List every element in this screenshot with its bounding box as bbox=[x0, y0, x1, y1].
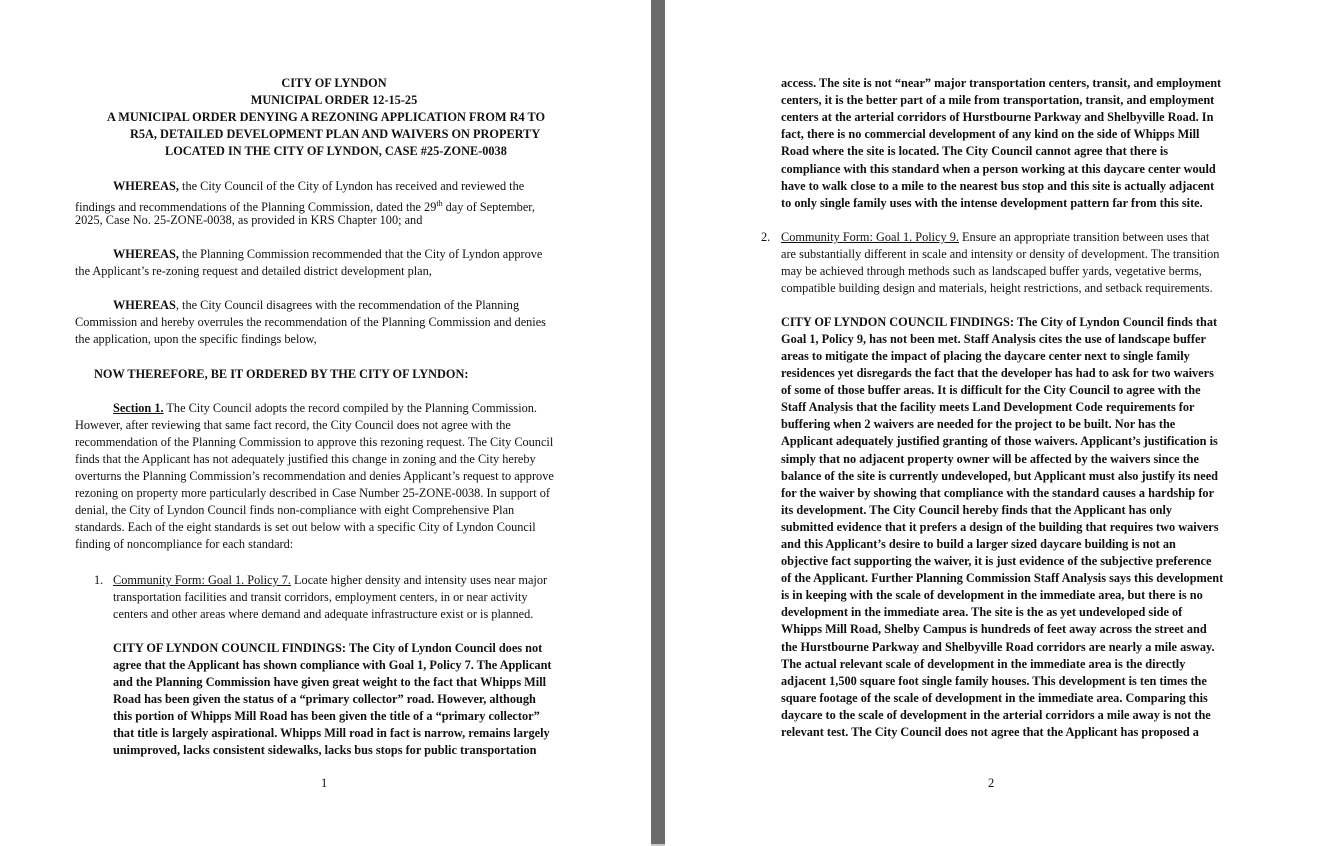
findings-2-line: adjacent 1,500 square foot single family houses. This development is ten times the bbox=[781, 674, 1207, 688]
findings-2-line: simply that no adjacent property owner will be affected by the waivers since the bbox=[781, 452, 1199, 466]
findings-2-line: Staff Analysis that the facility meets Land Development Code requirements for bbox=[781, 400, 1195, 414]
findings-1-line: agree that the Applicant has shown compliance with Goal 1, Policy 7. The Applicant bbox=[113, 658, 552, 672]
item-2-line-1 bbox=[781, 229, 1209, 246]
findings-1-line-1 bbox=[113, 640, 542, 657]
section-text: The City Council adopts the record compiled by the Planning Commission. bbox=[163, 401, 537, 415]
page-gutter bbox=[651, 0, 665, 846]
findings-2-line: its development. The City Council hereby finds that the Applicant has only bbox=[781, 503, 1173, 517]
item-2-policy-link: Community Form: Goal 1. Policy 9. bbox=[781, 230, 959, 244]
findings-2-line: development in the immediate area. The site is the as yet undeveloped side of bbox=[781, 605, 1183, 619]
whereas-1-line-1 bbox=[113, 178, 524, 195]
findings-2-line: submitted evidence that it prefers a design of the building that requires two waivers bbox=[781, 520, 1219, 534]
continued-line: have to walk close to a mile to the nearest bus stop and this site is actually adjacent bbox=[781, 179, 1215, 193]
whereas-label: WHEREAS, bbox=[113, 247, 179, 261]
continued-line: access. The site is not “near” major transportation centers, transit, and employment bbox=[781, 76, 1222, 90]
findings-2-line: balance of the site is currently undeveloped, but Applicant must also justify its need bbox=[781, 469, 1219, 483]
header-city: CITY OF LYNDON bbox=[281, 76, 387, 90]
whereas-text: day of September, bbox=[442, 200, 535, 215]
findings-label: CITY OF LYNDON COUNCIL FINDINGS: bbox=[781, 315, 1014, 329]
findings-1-line: this portion of Whipps Mill Road has been given the title of a “primary collector” bbox=[113, 709, 540, 723]
findings-2-line: areas to mitigate the impact of placing the daycare center next to single family bbox=[781, 349, 1190, 363]
continued-line: centers at the arterial corridors of Hurstbourne Parkway and Shelbyville Road. In bbox=[781, 110, 1214, 124]
section-1-line: finds that the Applicant has not adequately justified this change in zoning and the City hereby bbox=[75, 452, 536, 466]
whereas-label: WHEREAS, bbox=[113, 179, 179, 193]
whereas-3-line-1 bbox=[113, 297, 519, 314]
findings-1-line: that title is largely aspirational. Whipps Mill road in fact is narrow, remains largely bbox=[113, 726, 550, 740]
section-1-line: standards. Each of the eight standards is set out below with a specific City of Lyndon Council bbox=[75, 520, 536, 534]
item-text: Locate higher density and intensity uses near major bbox=[290, 573, 548, 587]
findings-2-line: Applicant adequately justified granting of those waivers. Applicant’s justification is bbox=[781, 434, 1218, 448]
item-1-line-2: transportation facilities and transit corridors, employment centers, in or near activity bbox=[113, 590, 528, 604]
continued-line: centers, it is the better part of a mile from transportation, transit, and employment bbox=[781, 93, 1215, 107]
continued-line: compliance with this standard when a person working at this daycare center would bbox=[781, 162, 1216, 176]
whereas-3-line-3: the application, upon the specific findings below, bbox=[75, 332, 317, 346]
item-text: Ensure an appropriate transition between uses that bbox=[958, 230, 1210, 244]
whereas-1-line-3: 2025, Case No. 25-ZONE-0038, as provided in KRS Chapter 100; and bbox=[75, 213, 423, 227]
whereas-2-line-1 bbox=[113, 246, 542, 263]
header-order-number: MUNICIPAL ORDER 12-15-25 bbox=[250, 93, 418, 107]
item-1-line-1 bbox=[113, 572, 547, 589]
header-title-line-3: LOCATED IN THE CITY OF LYNDON, CASE #25-ZONE-0038 bbox=[165, 144, 507, 158]
findings-2-line: objective fact supporting the waiver, it is just evidence of the subjective preference bbox=[781, 554, 1212, 568]
findings-2-line: of the Applicant. Further Planning Commission Staff Analysis says this development bbox=[781, 571, 1224, 585]
findings-1-line: Road has been given the status of a “primary collector” road. However, although bbox=[113, 692, 536, 706]
continued-line: fact, there is no commercial development of any kind on the side of Whipps Mill bbox=[781, 127, 1200, 141]
whereas-text: findings and recommendations of the Planning Commission, dated the 29 bbox=[75, 200, 437, 215]
findings-2-line: the Hurstbourne Parkway and Shelbyville Road corridors are nearly a mile asway. bbox=[781, 640, 1215, 654]
page-number: 1 bbox=[321, 776, 328, 790]
findings-2-line-1 bbox=[781, 314, 1217, 331]
findings-text: The City of Lyndon Council does not bbox=[346, 641, 543, 655]
item-2-number: 2. bbox=[761, 230, 771, 244]
section-1-line: recommendation of the Planning Commission to approve this rezoning request. The City Council bbox=[75, 435, 554, 449]
item-1-policy-link: Community Form: Goal 1. Policy 7. bbox=[113, 573, 291, 587]
whereas-label: WHEREAS bbox=[113, 298, 176, 312]
document-page-1 bbox=[0, 0, 651, 846]
findings-text: The City of Lyndon Council finds that bbox=[1014, 315, 1218, 329]
whereas-2-line-2: the Applicant’s re-zoning request and detailed district development plan, bbox=[75, 264, 432, 278]
findings-label: CITY OF LYNDON COUNCIL FINDINGS: bbox=[113, 641, 346, 655]
continued-line: to only single family uses with the intense development pattern far from this site. bbox=[781, 196, 1203, 210]
continued-line: Road where the site is located. The City Council cannot agree that there is bbox=[781, 144, 1169, 158]
findings-2-line: Whipps Mill Road, Shelby Campus is hundreds of feet away across the street and bbox=[781, 622, 1207, 636]
whereas-text: the City Council of the City of Lyndon has received and reviewed the bbox=[178, 179, 525, 193]
header-title-line-2: R5A, DETAILED DEVELOPMENT PLAN AND WAIVERS ON PROPERTY bbox=[130, 127, 541, 141]
item-1-number: 1. bbox=[94, 573, 104, 587]
item-1-line-3: centers and other areas where demand and adequate infrastructure exist or is planned. bbox=[113, 607, 534, 621]
findings-2-line: relevant test. The City Council does not agree that the Applicant has proposed a bbox=[781, 725, 1199, 739]
findings-2-line: is in keeping with the scale of development in the immediate area, but there is no bbox=[781, 588, 1203, 602]
findings-2-line: and this Applicant’s desire to build a larger sized daycare building is not an bbox=[781, 537, 1176, 551]
page-number: 2 bbox=[988, 776, 995, 790]
findings-2-line: for the waiver by showing that compliance with the standard causes a hardship for bbox=[781, 486, 1215, 500]
findings-1-line: unimproved, lacks consistent sidewalks, lacks bus stops for public transportation bbox=[113, 743, 537, 757]
findings-2-line: square footage of the scale of development in the immediate area. Comparing this bbox=[781, 691, 1208, 705]
findings-2-line: buffering when 2 waivers are needed for the project to be built. Nor has the bbox=[781, 417, 1176, 431]
findings-2-line: Goal 1, Policy 9, has not been met. Staff Analysis cites the use of landscape buffer bbox=[781, 332, 1206, 346]
findings-2-line: daycare to the scale of development in the arterial corridors a mile away is not the bbox=[781, 708, 1211, 722]
document-page-2 bbox=[665, 0, 1317, 846]
item-2-line-2: are substantially different in scale and intensity or density of development. The transition bbox=[781, 247, 1220, 261]
findings-2-line: residences yet disregards the fact that the developer has had to ask for two waivers bbox=[781, 366, 1214, 380]
section-1-line: finding of noncompliance for each standard: bbox=[75, 537, 294, 551]
section-1-line: overturns the Planning Commission’s recommendation and denies Applicant’s request to approve bbox=[75, 469, 554, 483]
whereas-3-line-2: Commission and hereby overrules the recommendation of the Planning Commission and denies bbox=[75, 315, 546, 329]
findings-2-line: of some of those buffer areas. It is difficult for the City Council to agree with the bbox=[781, 383, 1201, 397]
findings-1-line: and the Planning Commission have given great weight to the fact that Whipps Mill bbox=[113, 675, 547, 689]
header-title-line-1: A MUNICIPAL ORDER DENYING A REZONING APPLICATION FROM R4 TO bbox=[107, 110, 546, 124]
section-1-label: Section 1. bbox=[113, 401, 164, 415]
section-1-line: However, after reviewing that same fact record, the City Council does not agree with the bbox=[75, 418, 511, 432]
item-2-line-4: compatible building design and materials, height restrictions, and setback requirements. bbox=[781, 281, 1213, 295]
section-1-line-1 bbox=[113, 400, 537, 417]
section-1-line: rezoning on property more particularly described in Case Number 25-ZONE-0038. In support of bbox=[75, 486, 551, 500]
findings-2-line: The actual relevant scale of development in the immediate area is the directly bbox=[781, 657, 1186, 671]
whereas-text: , the City Council disagrees with the recommendation of the Planning bbox=[175, 298, 520, 312]
whereas-text: the Planning Commission recommended that the City of Lyndon approve bbox=[178, 247, 543, 261]
item-2-line-3: may be achieved through methods such as landscaped buffer yards, vegetative berms, bbox=[781, 264, 1202, 278]
ordered-heading: NOW THEREFORE, BE IT ORDERED BY THE CITY OF LYNDON: bbox=[94, 367, 469, 381]
ordinal-suffix: th bbox=[436, 199, 443, 208]
section-1-line: denial, the City of Lyndon Council finds non-compliance with eight Comprehensive Plan bbox=[75, 503, 515, 517]
